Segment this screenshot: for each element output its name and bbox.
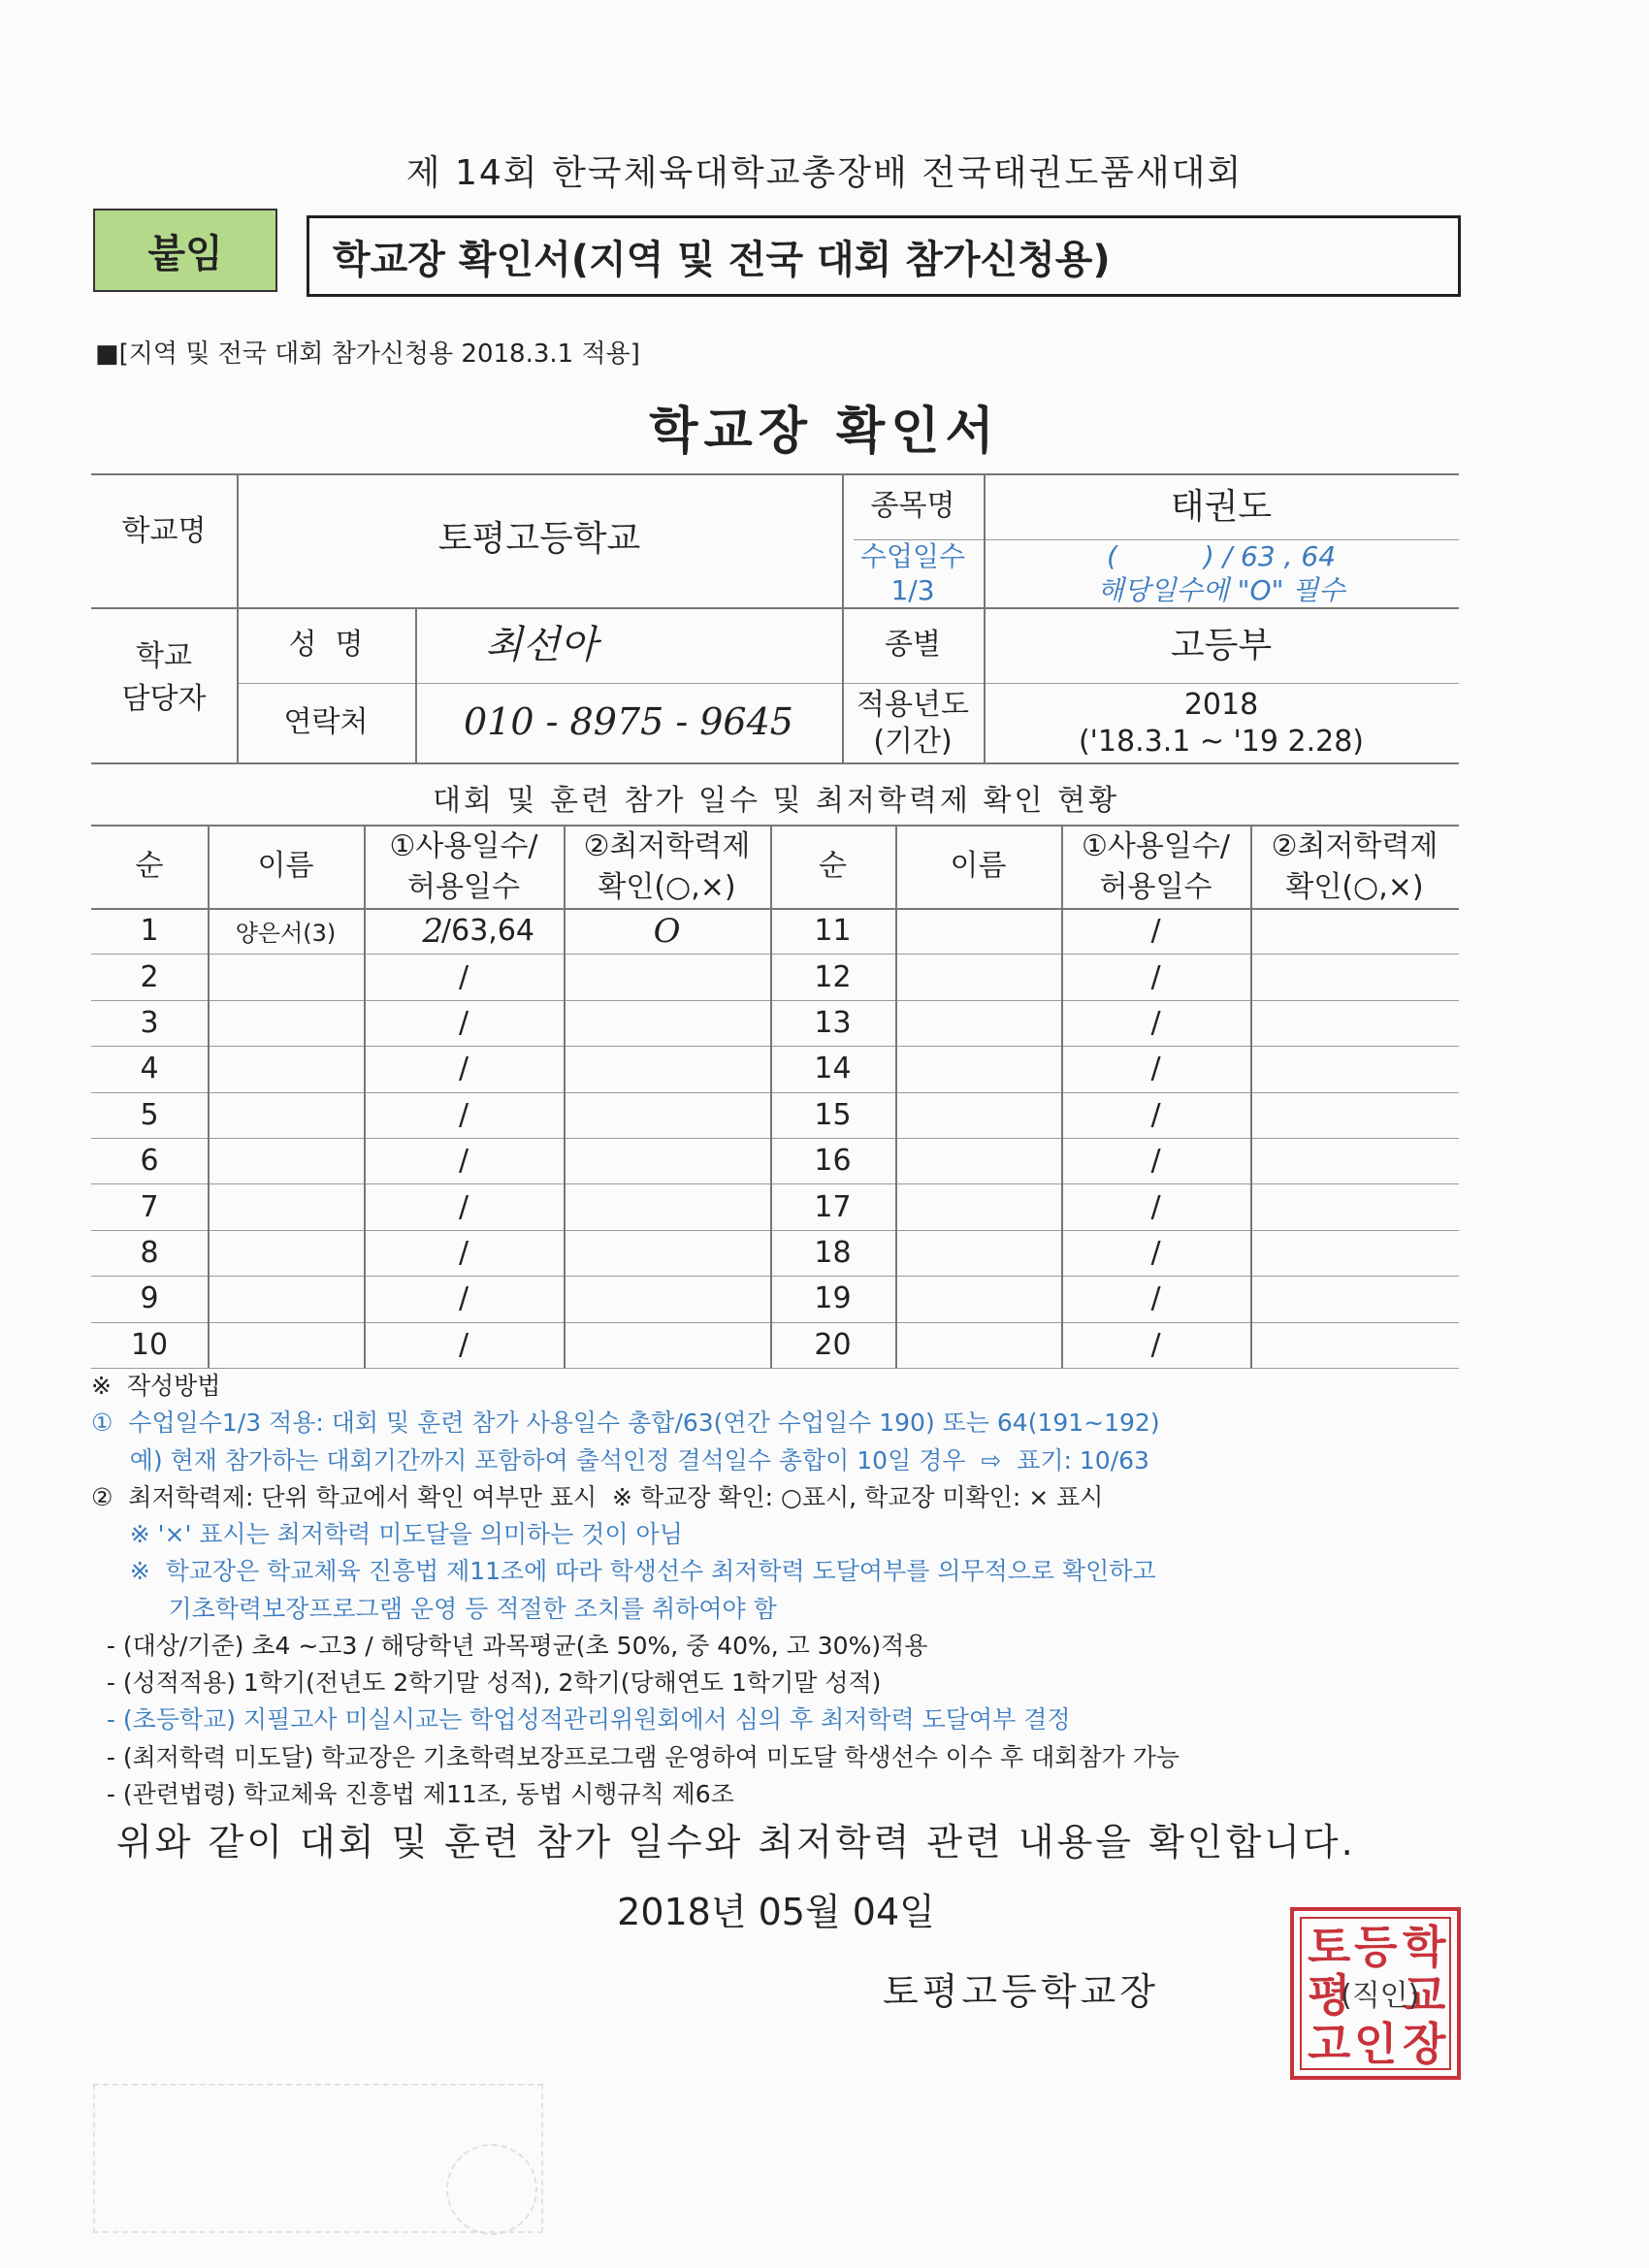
row-allowed-days: / [458, 1327, 469, 1362]
row-check [1250, 1183, 1459, 1229]
row-name [208, 1183, 364, 1229]
row-name [208, 1322, 364, 1368]
instruction-line: - (관련법령) 학교체육 진흥법 제11조, 동법 시행규칙 제6조 [91, 1779, 734, 1808]
row-name [895, 1138, 1061, 1183]
school-label: 학교명 [121, 514, 207, 549]
row-allowed-days: / [1150, 914, 1161, 949]
row-check [1250, 1276, 1459, 1321]
row-allowed-days: / [1150, 959, 1161, 994]
instruction-line: ① 수업일수1/3 적용: 대회 및 훈련 참가 사용일수 총합/63(연간 수업일수 190) 또는 64(191~192) [91, 1409, 1160, 1438]
faded-circle-mark [446, 2144, 537, 2235]
days-label-2: 1/3 [890, 574, 935, 606]
year-label-2: (기간) [873, 725, 953, 760]
row-allowed-days: / [458, 1235, 469, 1270]
instruction-line: ※ 작성방법 [91, 1372, 221, 1400]
row-allowed-days: / [1150, 1281, 1161, 1316]
row-name [895, 954, 1061, 999]
row-check [564, 954, 770, 999]
instructions [91, 1368, 1469, 1813]
row-number: 13 [814, 1005, 852, 1040]
row-allowed-days: / [1150, 1144, 1161, 1179]
row-number: 17 [814, 1189, 852, 1224]
confirmation-statement: 위와 같이 대회 및 훈련 참가 일수와 최저학력 관련 내용을 확인합니다. [116, 1821, 1356, 1863]
header-check-1-right: ②최저학력제 [1271, 829, 1439, 864]
row-check [1250, 1046, 1459, 1091]
row-allowed-days: / [1150, 1235, 1161, 1270]
row-check: O [653, 911, 681, 951]
header-name-left: 이름 [257, 849, 314, 884]
row-number: 11 [814, 914, 852, 949]
year-value-2: ('18.3.1 ~ '19 2.28) [1078, 725, 1365, 760]
row-check [564, 1276, 770, 1321]
phone-value: 010 - 8975 - 9645 [464, 700, 793, 744]
row-allowed-days: / [458, 1189, 469, 1224]
row-number: 1 [140, 914, 159, 949]
row-check [564, 1322, 770, 1368]
row-name [895, 1276, 1061, 1321]
row-number: 9 [140, 1281, 159, 1316]
row-allowed-days: / [1150, 1327, 1161, 1362]
contact-label-1: 학교 [136, 639, 192, 674]
name-value: 최선아 [485, 623, 598, 667]
contact-label-2: 담당자 [121, 682, 207, 717]
row-name [208, 1000, 364, 1046]
row-check [1250, 908, 1459, 954]
row-name [895, 1046, 1061, 1091]
instruction-line: 예) 현재 참가하는 대회기간까지 포함하여 출석인정 결석일수 총합이 10일 경우 ⇨ 표기: 10/63 [91, 1445, 1149, 1474]
row-check [564, 1092, 770, 1138]
row-number: 2 [140, 959, 159, 994]
document-title: 학교장 확인서 [649, 403, 1000, 461]
row-used-days: 2 [422, 911, 443, 951]
row-number: 7 [140, 1189, 159, 1224]
header-days-2-left: 허용일수 [407, 870, 520, 905]
row-check [1250, 954, 1459, 999]
category-label: 종별 [885, 628, 941, 663]
year-value-1: 2018 [1183, 688, 1259, 723]
row-number: 15 [814, 1097, 852, 1132]
event-title: 제 14회 한국체육대학교총장배 전국태권도품새대회 [405, 153, 1244, 193]
instruction-line: 기초학력보장프로그램 운영 등 적절한 조치를 취하여야 함 [91, 1594, 777, 1623]
instruction-line: - (성적적용) 1학기(전년도 2학기말 성적), 2학기(당해연도 1학기말 성적) [91, 1669, 882, 1697]
row-number: 4 [140, 1052, 159, 1086]
row-name: 양은서(3) [235, 920, 337, 948]
header-name-right: 이름 [950, 849, 1007, 884]
row-check [1250, 1000, 1459, 1046]
row-name [208, 1092, 364, 1138]
row-check [1250, 1092, 1459, 1138]
header-days-1-right: ①사용일수/ [1082, 829, 1230, 864]
row-name [208, 954, 364, 999]
year-label-1: 적용년도 [857, 688, 969, 723]
row-number: 8 [140, 1235, 159, 1270]
form-subnote: ■[지역 및 전국 대회 참가신청용 2018.3.1 적용] [95, 340, 640, 369]
row-check [564, 1000, 770, 1046]
header-check-2-right: 확인(○,×) [1285, 870, 1424, 905]
header-no-left: 순 [135, 849, 164, 884]
row-allowed-days: / [1150, 1189, 1161, 1224]
school-value: 토평고등학교 [437, 518, 641, 559]
instruction-line: - (대상/기준) 초4 ~고3 / 해당학년 과목평균(초 50%, 중 40%, 고 30%)적용 [91, 1631, 928, 1660]
row-number: 6 [140, 1144, 159, 1179]
row-check [1250, 1230, 1459, 1276]
days-value-2: 해당일수에 "O" 필수 [1097, 574, 1345, 606]
row-allowed-days: / [1150, 1052, 1161, 1086]
name-label: 성 명 [288, 628, 364, 663]
sport-label: 종목명 [870, 489, 955, 524]
row-allowed-days: / [1150, 1005, 1161, 1040]
header-days-1-left: ①사용일수/ [389, 829, 538, 864]
row-number: 20 [814, 1327, 852, 1362]
official-seal: 토 평 고 등 학 교 장 인 (직인) [1290, 1907, 1461, 2080]
row-number: 19 [814, 1281, 852, 1316]
sport-value: 태권도 [1170, 486, 1273, 527]
row-name [895, 1183, 1061, 1229]
instruction-line: ② 최저학력제: 단위 학교에서 확인 여부만 표시 ※ 학교장 확인: ○표시, 학교장 미확인: × 표시 [91, 1482, 1104, 1511]
row-number: 14 [814, 1052, 852, 1086]
row-name [895, 908, 1061, 954]
row-allowed-days: / [1150, 1097, 1161, 1132]
instruction-line: - (초등학교) 지필고사 미실시교는 학업성적관리위원회에서 심의 후 최저학력 도달여부 결정 [91, 1705, 1071, 1734]
issue-date: 2018년 05월 04일 [617, 1891, 935, 1933]
attachment-badge: 붙임 [93, 209, 277, 292]
section-title: 대회 및 훈련 참가 일수 및 최저학력제 확인 현황 [433, 784, 1119, 818]
row-name [208, 1138, 364, 1183]
principal-signature: 토평고등학교장 [883, 1970, 1159, 2013]
row-number: 16 [814, 1144, 852, 1179]
header-days-2-right: 허용일수 [1099, 870, 1212, 905]
row-allowed-days: / [458, 1144, 469, 1179]
row-check [1250, 1138, 1459, 1183]
header-check-1-left: ②최저학력제 [583, 829, 751, 864]
row-number: 18 [814, 1235, 852, 1270]
row-allowed-days: / [458, 1097, 469, 1132]
row-check [564, 1230, 770, 1276]
row-check [564, 1183, 770, 1229]
header-no-right: 순 [819, 849, 847, 884]
row-number: 12 [814, 959, 852, 994]
category-value: 고등부 [1170, 625, 1273, 665]
instruction-line: ※ '×' 표시는 최저학력 미도달을 의미하는 것이 아님 [91, 1520, 683, 1548]
phone-label: 연락처 [283, 705, 369, 740]
row-allowed-days: / [458, 1281, 469, 1316]
row-number: 10 [130, 1327, 169, 1362]
instruction-line: - (최저학력 미도달) 학교장은 기초학력보장프로그램 운영하여 미도달 학생선수 이수 후 대회참가 가능 [91, 1742, 1180, 1771]
row-name [895, 1000, 1061, 1046]
row-name [895, 1230, 1061, 1276]
row-check [564, 1046, 770, 1091]
days-label-1: 수업일수 [859, 540, 966, 572]
row-name [208, 1276, 364, 1321]
row-allowed-days: /63,64 [441, 914, 534, 949]
row-name [895, 1092, 1061, 1138]
row-number: 3 [140, 1005, 159, 1040]
row-check [564, 1138, 770, 1183]
seal-label: (직인) [1341, 1979, 1420, 2013]
row-allowed-days: / [458, 1005, 469, 1040]
days-value-1: ( ) / 63 , 64 [1106, 540, 1337, 572]
row-name [895, 1322, 1061, 1368]
form-heading: 학교장 확인서(지역 및 전국 대회 참가신청용) [307, 215, 1461, 297]
row-name [208, 1046, 364, 1091]
instruction-line: ※ 학교장은 학교체육 진흥법 제11조에 따라 학생선수 최저학력 도달여부를 의무적으로 확인하고 [91, 1557, 1156, 1586]
row-check [1250, 1322, 1459, 1368]
row-allowed-days: / [458, 1052, 469, 1086]
row-number: 5 [140, 1097, 159, 1132]
row-allowed-days: / [458, 959, 469, 994]
row-name [208, 1230, 364, 1276]
header-check-2-left: 확인(○,×) [598, 870, 736, 905]
